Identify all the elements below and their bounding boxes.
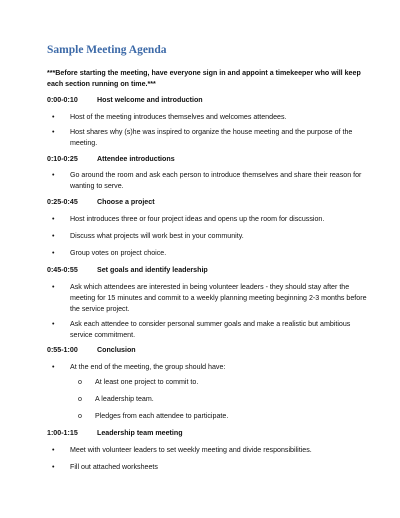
section-title: Conclusion — [97, 346, 136, 354]
bullet-text: Fill out attached worksheets — [70, 463, 158, 471]
list-item — [52, 214, 370, 225]
section-title: Choose a project — [97, 198, 155, 206]
bullet-text: Group votes on project choice. — [70, 249, 167, 257]
bullet-text: Host of the meeting introduces themselves and welcomes attendees. — [70, 113, 287, 121]
section-time: 0:10-0:25 — [47, 155, 78, 163]
bullet-text: Host introduces three or four project ideas and opens up the room for discussion. — [70, 215, 325, 223]
bullet-text: At the end of the meeting, the group should have: — [70, 363, 226, 371]
bullet-text: Ask each attendee to consider personal summer goals and make a realistic but ambitious service commitment. — [70, 320, 351, 339]
list-item — [52, 282, 370, 315]
bullet-icon: • — [52, 283, 55, 291]
sub-bullet-text: Pledges from each attendee to participate. — [95, 412, 229, 420]
section-time: 0:00-0:10 — [47, 96, 78, 104]
bullet-icon: • — [52, 249, 55, 257]
section-heading — [47, 266, 208, 274]
list-item — [52, 445, 370, 456]
bullet-icon: • — [52, 113, 55, 121]
list-item — [52, 170, 370, 192]
section-heading — [47, 429, 183, 437]
bullet-icon: • — [52, 463, 55, 471]
bullet-text: Meet with volunteer leaders to set weekly meeting and divide responsibilities. — [70, 446, 312, 454]
section-time: 1:00-1:15 — [47, 429, 78, 437]
bullet-text: Ask which attendees are interested in being volunteer leaders - they should stay after the meeting for 15 minutes and commit to a weekly planning meeting beginning 2-3 months before the service project. — [70, 283, 367, 313]
sub-list-item — [78, 412, 229, 420]
bullet-icon: • — [52, 320, 55, 328]
circle-bullet-icon: o — [78, 395, 82, 403]
circle-bullet-icon: o — [78, 412, 82, 420]
section-title: Set goals and identify leadership — [97, 266, 208, 274]
section-heading — [47, 96, 203, 104]
section-title: Host welcome and introduction — [97, 96, 203, 104]
intro-note: ***Before starting the meeting, have everyone sign in and appoint a timekeeper who will keep each section running on time.*** — [47, 69, 361, 88]
section-heading — [47, 155, 175, 163]
bullet-icon: • — [52, 232, 55, 240]
bullet-icon: • — [52, 171, 55, 179]
sub-bullet-text: A leadership team. — [95, 395, 154, 403]
section-time: 0:55-1:00 — [47, 346, 78, 354]
bullet-text: Go around the room and ask each person to introduce themselves and share their reason for wanting to serve. — [70, 171, 362, 190]
bullet-icon: • — [52, 446, 55, 454]
bullet-text: Discuss what projects will work best in your community. — [70, 232, 244, 240]
section-heading — [47, 346, 136, 354]
bullet-icon: • — [52, 363, 55, 371]
bullet-text: Host shares why (s)he was inspired to organize the house meeting and the purpose of the meeting. — [70, 128, 353, 147]
sub-list-item — [78, 395, 154, 403]
section-title: Leadership team meeting — [97, 429, 183, 437]
list-item — [52, 112, 370, 123]
list-item — [52, 362, 370, 373]
list-item — [52, 248, 370, 259]
list-item — [52, 127, 370, 149]
section-heading — [47, 198, 155, 206]
section-time: 0:25-0:45 — [47, 198, 78, 206]
circle-bullet-icon: o — [78, 378, 82, 386]
list-item — [52, 231, 370, 242]
bullet-icon: • — [52, 128, 55, 136]
sub-bullet-text: At least one project to commit to. — [95, 378, 199, 386]
list-item — [52, 462, 370, 473]
bullet-icon: • — [52, 215, 55, 223]
section-title: Attendee introductions — [97, 155, 175, 163]
sub-list-item — [78, 378, 199, 386]
section-time: 0:45-0:55 — [47, 266, 78, 274]
list-item — [52, 319, 370, 341]
page-title: Sample Meeting Agenda — [47, 44, 167, 56]
